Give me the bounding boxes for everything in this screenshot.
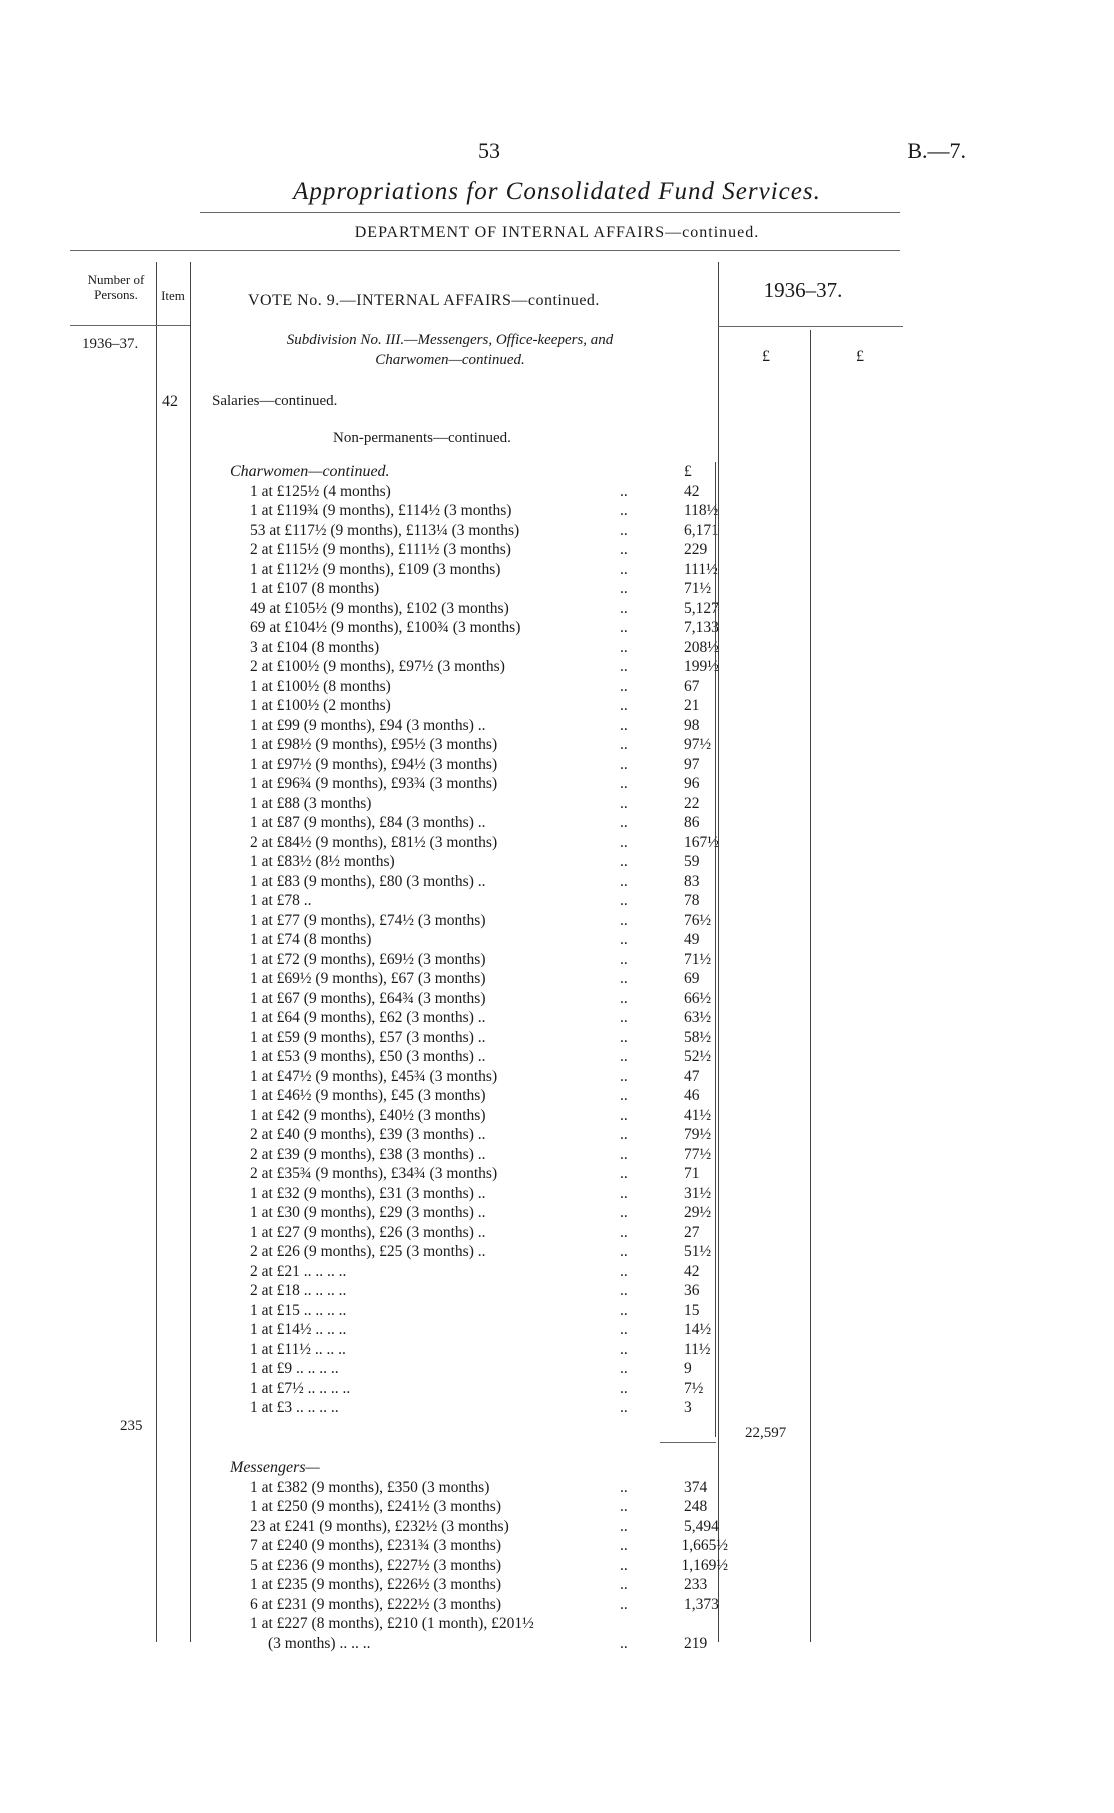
row-leader-dots: .. [620, 833, 628, 851]
table-row [228, 1595, 728, 1615]
row-amount: 7½ [684, 1379, 704, 1397]
row-amount: 97½ [684, 736, 712, 753]
table-row [228, 1125, 728, 1145]
table-row [228, 1478, 728, 1498]
row-description: 1 at £99 (9 months), £94 (3 months) .. [250, 716, 486, 734]
page-title: Appropriations for Consolidated Fund Services. [293, 178, 821, 205]
charwomen-total: 22,597 [745, 1425, 787, 1441]
row-description: 1 at £9 .. .. .. .. [250, 1360, 339, 1377]
table-row [228, 1281, 728, 1301]
row-description: 2 at £26 (9 months), £25 (3 months) .. [250, 1243, 486, 1260]
table-row [228, 969, 728, 989]
charwomen-heading-row [228, 462, 728, 482]
row-amount: 97 [684, 755, 700, 773]
column-divider-amount [810, 330, 811, 1642]
row-leader-dots: .. [620, 1126, 628, 1143]
charwomen-list [228, 462, 728, 1418]
row-description: 1 at £83½ (8½ months) [250, 853, 395, 870]
table-row [228, 833, 728, 853]
row-amount: 71½ [684, 580, 712, 597]
table-row [228, 540, 728, 560]
table-row [228, 482, 728, 502]
row-amount: 27 [684, 1223, 700, 1241]
row-description: 1 at £96¾ (9 months), £93¾ (3 months) [250, 775, 498, 792]
table-row [228, 1047, 728, 1067]
non-permanents-heading: Non-permanents—continued. [333, 430, 511, 446]
table-row [228, 1145, 728, 1165]
row-amount: 46 [684, 1087, 700, 1104]
row-amount: 118½ [684, 502, 719, 519]
row-description: 1 at £53 (9 months), £50 (3 months) .. [250, 1048, 486, 1065]
row-amount: 374 [684, 1478, 708, 1496]
header-number-of-persons: Number of Persons. [87, 272, 145, 302]
row-amount: 3 [684, 1399, 692, 1416]
table-row [228, 1164, 728, 1184]
row-leader-dots: .. [620, 1282, 628, 1299]
row-amount: 79½ [684, 1126, 712, 1143]
row-amount: 11½ [684, 1340, 711, 1358]
year-heading: 1936–37. [763, 278, 843, 302]
row-amount: 15 [684, 1301, 700, 1319]
table-row [228, 677, 728, 697]
row-amount: 7,133 [684, 619, 719, 636]
row-leader-dots: .. [620, 638, 628, 656]
value-column-rule [715, 462, 716, 1437]
row-leader-dots: .. [620, 1165, 628, 1182]
row-leader-dots: .. [620, 1301, 628, 1319]
row-leader-dots: .. [620, 794, 628, 812]
row-description: 1 at £87 (9 months), £84 (3 months) .. [250, 814, 486, 831]
row-amount: 6,171 [684, 521, 719, 539]
table-row [228, 560, 728, 580]
table-row [228, 1398, 728, 1418]
row-amount: 76½ [684, 911, 712, 929]
row-leader-dots: .. [620, 1321, 628, 1338]
row-amount: 98 [684, 716, 700, 734]
row-description: 1 at £227 (8 months), £210 (1 month), £201½ [250, 1615, 534, 1632]
row-leader-dots: .. [620, 814, 628, 831]
table-row [228, 813, 728, 833]
row-description: 1 at £11½ .. .. .. [250, 1340, 346, 1358]
subdivision-heading [225, 330, 675, 370]
row-amount: 14½ [684, 1321, 712, 1338]
row-amount: 9 [684, 1360, 692, 1377]
row-description: 1 at £72 (9 months), £69½ (3 months) [250, 950, 486, 968]
table-row [228, 579, 728, 599]
row-amount: 71 [684, 1165, 700, 1182]
row-description: 23 at £241 (9 months), £232½ (3 months) [250, 1517, 509, 1535]
table-row [228, 852, 728, 872]
subdivision-line-2: Charwomen—continued. [375, 352, 525, 368]
row-description: 1 at £97½ (9 months), £94½ (3 months) [250, 755, 498, 773]
table-row [228, 1614, 728, 1634]
row-leader-dots: .. [620, 580, 628, 597]
row-leader-dots: .. [620, 1379, 628, 1397]
row-amount: 31½ [684, 1184, 712, 1202]
charwomen-unit: £ [684, 463, 692, 480]
row-description: 1 at £100½ (8 months) [250, 677, 391, 695]
row-description: 1 at £47½ (9 months), £45¾ (3 months) [250, 1067, 498, 1085]
department-heading: DEPARTMENT OF INTERNAL AFFAIRS—continued. [354, 224, 760, 241]
row-description: 1 at £32 (9 months), £31 (3 months) .. [250, 1184, 486, 1202]
row-amount: 229 [684, 541, 708, 558]
row-description: 49 at £105½ (9 months), £102 (3 months) [250, 599, 509, 617]
row-amount: 248 [684, 1498, 708, 1515]
row-amount: 1,665½ [681, 1537, 728, 1554]
row-leader-dots: .. [620, 931, 628, 948]
row-description: 6 at £231 (9 months), £222½ (3 months) [250, 1595, 501, 1613]
table-row [228, 1086, 728, 1106]
table-row [228, 618, 728, 638]
charwomen-heading: Charwomen—continued. [230, 463, 390, 480]
row-leader-dots: .. [620, 950, 628, 968]
table-row [228, 950, 728, 970]
column-divider-number [156, 262, 157, 1642]
row-leader-dots: .. [620, 1478, 628, 1496]
table-row [228, 1634, 728, 1654]
row-leader-dots: .. [620, 1048, 628, 1065]
row-amount: 78 [684, 892, 700, 909]
row-description: 1 at £46½ (9 months), £45 (3 months) [250, 1087, 486, 1104]
row-amount: 208½ [684, 638, 719, 656]
row-leader-dots: .. [620, 521, 628, 539]
row-leader-dots: .. [620, 502, 628, 519]
row-amount: 22 [684, 794, 700, 812]
page-number: 53 [478, 138, 500, 163]
row-description: 1 at £125½ (4 months) [250, 482, 391, 500]
row-leader-dots: .. [620, 1223, 628, 1241]
row-amount: 41½ [684, 1106, 712, 1124]
row-leader-dots: .. [620, 697, 628, 714]
row-description: 2 at £18 .. .. .. .. [250, 1282, 347, 1299]
vote-heading: VOTE No. 9.—INTERNAL AFFAIRS—continued. [248, 292, 600, 309]
row-leader-dots: .. [620, 1184, 628, 1202]
table-row [228, 1028, 728, 1048]
row-description: 2 at £40 (9 months), £39 (3 months) .. [250, 1126, 486, 1143]
row-amount: 167½ [684, 833, 719, 851]
row-leader-dots: .. [620, 1360, 628, 1377]
row-description: 1 at £42 (9 months), £40½ (3 months) [250, 1106, 486, 1124]
subdivision-line-1: Subdivision No. III.—Messengers, Office-keepers, and [286, 332, 614, 348]
row-amount: 111½ [684, 560, 718, 578]
row-description: 2 at £35¾ (9 months), £34¾ (3 months) [250, 1165, 498, 1182]
table-row [228, 1340, 728, 1360]
row-amount: 42 [684, 1262, 700, 1280]
table-row [228, 1556, 728, 1576]
table-row [228, 1575, 728, 1595]
row-leader-dots: .. [620, 755, 628, 773]
row-leader-dots: .. [620, 775, 628, 792]
row-description: 2 at £39 (9 months), £38 (3 months) .. [250, 1145, 486, 1163]
row-amount: 52½ [684, 1048, 712, 1065]
table-row [228, 930, 728, 950]
persons-count: 235 [120, 1418, 143, 1434]
row-description: (3 months) .. .. .. [268, 1634, 371, 1652]
table-row [228, 501, 728, 521]
row-description: 53 at £117½ (9 months), £113¼ (3 months) [250, 521, 520, 539]
table-row [228, 716, 728, 736]
row-leader-dots: .. [620, 1009, 628, 1026]
row-leader-dots: .. [620, 1498, 628, 1515]
row-description: 1 at £250 (9 months), £241½ (3 months) [250, 1498, 501, 1515]
row-amount: 58½ [684, 1028, 712, 1046]
row-leader-dots: .. [620, 1576, 628, 1593]
row-leader-dots: .. [620, 892, 628, 909]
table-row [228, 1517, 728, 1537]
row-amount: 66½ [684, 989, 712, 1007]
table-row [228, 891, 728, 911]
row-amount: 5,494 [684, 1517, 719, 1535]
row-leader-dots: .. [620, 677, 628, 695]
table-row [228, 696, 728, 716]
table-row [228, 794, 728, 814]
table-row [228, 755, 728, 775]
table-row [228, 1536, 728, 1556]
row-amount: 51½ [684, 1243, 712, 1260]
row-description: 1 at £119¾ (9 months), £114½ (3 months) [250, 502, 512, 519]
table-row [228, 1379, 728, 1399]
row-amount: 29½ [684, 1204, 712, 1221]
row-leader-dots: .. [620, 560, 628, 578]
row-leader-dots: .. [620, 658, 628, 675]
row-leader-dots: .. [620, 1517, 628, 1535]
row-leader-dots: .. [620, 1028, 628, 1046]
row-leader-dots: .. [620, 1556, 628, 1574]
table-row [228, 1223, 728, 1243]
title-rule [200, 212, 900, 213]
row-description: 1 at £59 (9 months), £57 (3 months) .. [250, 1028, 486, 1046]
row-leader-dots: .. [620, 1067, 628, 1085]
table-row [228, 1184, 728, 1204]
row-amount: 83 [684, 872, 700, 890]
table-row [228, 872, 728, 892]
row-amount: 5,127 [684, 599, 719, 617]
row-amount: 1,169½ [681, 1556, 728, 1574]
row-leader-dots: .. [620, 1340, 628, 1358]
row-leader-dots: .. [620, 619, 628, 636]
messengers-list [228, 1458, 728, 1653]
row-description: 1 at £15 .. .. .. .. [250, 1301, 347, 1319]
row-description: 1 at £382 (9 months), £350 (3 months) [250, 1478, 490, 1496]
salaries-heading: Salaries—continued. [212, 393, 338, 409]
header-item: Item [161, 288, 185, 303]
row-leader-dots: .. [620, 1087, 628, 1104]
persons-year: 1936–37. [82, 336, 139, 352]
row-description: 1 at £64 (9 months), £62 (3 months) .. [250, 1009, 486, 1026]
row-leader-dots: .. [620, 1399, 628, 1416]
row-description: 69 at £104½ (9 months), £100¾ (3 months) [250, 619, 521, 636]
row-description: 2 at £115½ (9 months), £111½ (3 months) [250, 541, 511, 558]
row-leader-dots: .. [620, 970, 628, 987]
row-description: 1 at £74 (8 months) [250, 931, 372, 948]
row-leader-dots: .. [620, 541, 628, 558]
header-bottom-rule-left [70, 325, 190, 326]
table-row [228, 1320, 728, 1340]
row-leader-dots: .. [620, 1145, 628, 1163]
row-leader-dots: .. [620, 1204, 628, 1221]
row-amount: 49 [684, 931, 700, 948]
table-row [228, 1106, 728, 1126]
header-top-rule [70, 250, 900, 251]
item-number: 42 [162, 393, 178, 410]
charwomen-sum-rule [660, 1442, 716, 1443]
row-description: 1 at £27 (9 months), £26 (3 months) .. [250, 1223, 486, 1241]
row-description: 1 at £14½ .. .. .. [250, 1321, 347, 1338]
row-leader-dots: .. [620, 853, 628, 870]
row-description: 1 at £98½ (9 months), £95½ (3 months) [250, 736, 498, 753]
row-description: 2 at £100½ (9 months), £97½ (3 months) [250, 658, 505, 675]
row-amount: 219 [684, 1634, 708, 1652]
row-description: 1 at £67 (9 months), £64¾ (3 months) [250, 989, 486, 1007]
row-description: 1 at £107 (8 months) [250, 580, 380, 597]
row-amount: 59 [684, 853, 700, 870]
table-row [228, 989, 728, 1009]
row-leader-dots: .. [620, 872, 628, 890]
row-description: 1 at £7½ .. .. .. .. [250, 1379, 351, 1397]
row-amount: 1,373 [684, 1595, 719, 1613]
row-description: 1 at £69½ (9 months), £67 (3 months) [250, 970, 486, 987]
row-leader-dots: .. [620, 989, 628, 1007]
row-description: 5 at £236 (9 months), £227½ (3 months) [250, 1556, 501, 1574]
row-amount: 71½ [684, 950, 712, 968]
row-leader-dots: .. [620, 599, 628, 617]
row-amount: 63½ [684, 1009, 712, 1026]
row-description: 1 at £100½ (2 months) [250, 697, 391, 714]
row-description: 2 at £21 .. .. .. .. [250, 1262, 347, 1280]
currency-symbol-2: £ [856, 348, 864, 365]
row-amount: 36 [684, 1282, 700, 1299]
row-leader-dots: .. [620, 1106, 628, 1124]
row-leader-dots: .. [620, 911, 628, 929]
row-description: 7 at £240 (9 months), £231¾ (3 months) [250, 1537, 501, 1554]
table-row [228, 774, 728, 794]
row-amount: 67 [684, 677, 700, 695]
row-leader-dots: .. [620, 1243, 628, 1260]
table-row [228, 1008, 728, 1028]
row-description: 1 at £78 .. [250, 892, 312, 909]
row-leader-dots: .. [620, 736, 628, 753]
row-description: 3 at £104 (8 months) [250, 638, 380, 656]
table-row [228, 1262, 728, 1282]
currency-symbol-1: £ [762, 348, 770, 365]
table-row [228, 521, 728, 541]
row-description: 1 at £77 (9 months), £74½ (3 months) [250, 911, 486, 929]
row-description: 1 at £3 .. .. .. .. [250, 1399, 339, 1416]
row-leader-dots: .. [620, 482, 628, 500]
row-description: 1 at £235 (9 months), £226½ (3 months) [250, 1576, 501, 1593]
row-description: 1 at £83 (9 months), £80 (3 months) .. [250, 872, 486, 890]
row-leader-dots: .. [620, 1537, 628, 1554]
table-row [228, 1497, 728, 1517]
row-leader-dots: .. [620, 716, 628, 734]
row-amount: 21 [684, 697, 700, 714]
row-description: 1 at £88 (3 months) [250, 794, 372, 812]
table-row [228, 1067, 728, 1087]
table-row [228, 1242, 728, 1262]
header-bottom-rule-right [718, 326, 903, 327]
table-row [228, 911, 728, 931]
row-description: 1 at £112½ (9 months), £109 (3 months) [250, 560, 501, 578]
document-reference: B.—7. [907, 138, 966, 163]
row-amount: 69 [684, 970, 700, 987]
table-row [228, 599, 728, 619]
table-row [228, 638, 728, 658]
row-amount: 233 [684, 1576, 708, 1593]
row-amount: 86 [684, 814, 700, 831]
table-row [228, 1359, 728, 1379]
messengers-heading: Messengers— [230, 1459, 320, 1476]
row-leader-dots: .. [620, 1634, 628, 1652]
row-description: 2 at £84½ (9 months), £81½ (3 months) [250, 833, 498, 851]
row-description: 1 at £30 (9 months), £29 (3 months) .. [250, 1204, 486, 1221]
messengers-heading-row [228, 1458, 728, 1478]
table-row [228, 657, 728, 677]
table-row [228, 1301, 728, 1321]
row-amount: 199½ [684, 658, 719, 675]
row-amount: 96 [684, 775, 700, 792]
row-amount: 77½ [684, 1145, 712, 1163]
row-leader-dots: .. [620, 1595, 628, 1613]
row-leader-dots: .. [620, 1262, 628, 1280]
row-amount: 47 [684, 1067, 700, 1085]
row-amount: 42 [684, 482, 700, 500]
table-row [228, 1203, 728, 1223]
column-divider-item [190, 262, 191, 1642]
table-row [228, 735, 728, 755]
